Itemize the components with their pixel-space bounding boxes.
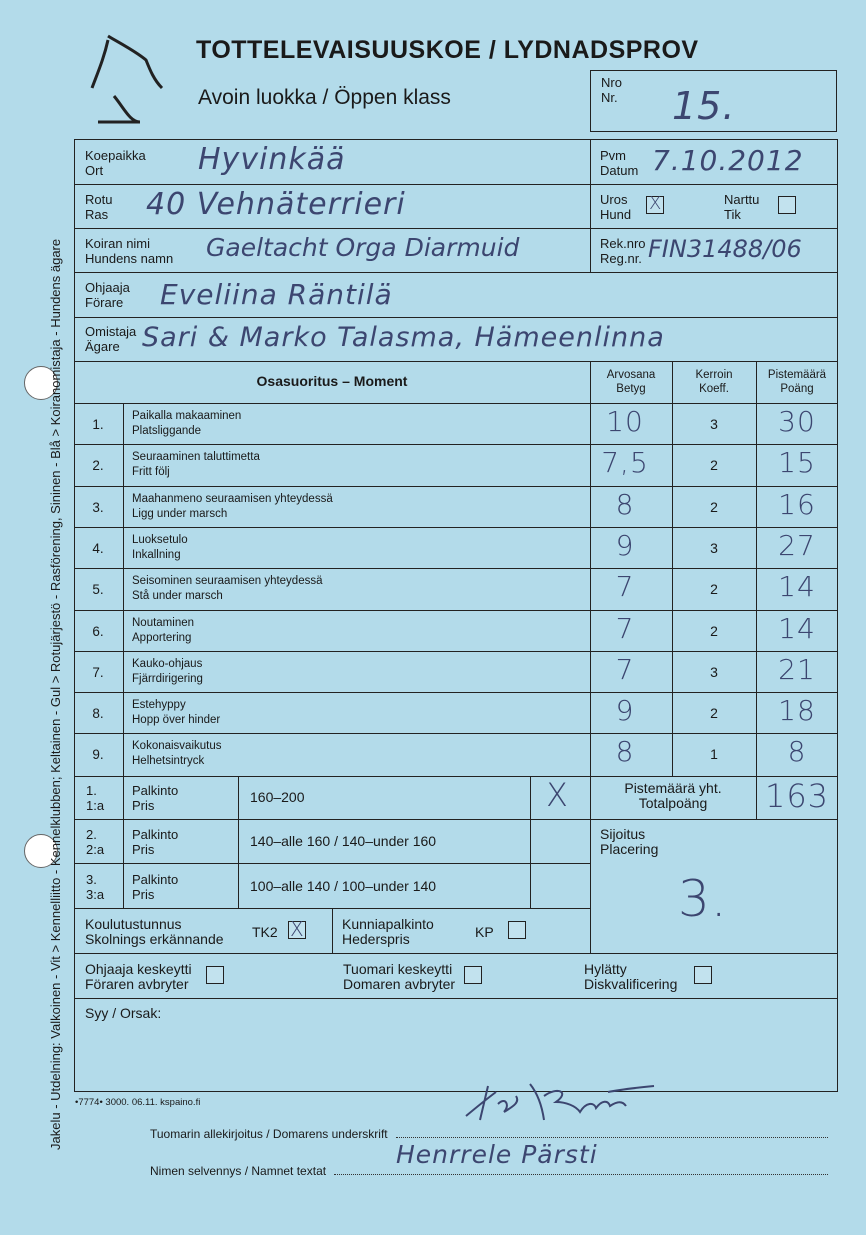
training-label: Koulutustunnus Skolnings erkännande [85, 916, 224, 947]
prize3-label: Palkinto Pris [132, 872, 179, 902]
signature-label: Tuomarin allekirjoitus / Domarens underskrift [150, 1127, 388, 1141]
prize1-mark[interactable]: X [546, 776, 569, 814]
breed-label-sv: Ras [85, 207, 109, 222]
place-label-sv: Ort [85, 163, 104, 178]
handler-value[interactable]: Eveliina Räntilä [160, 278, 393, 311]
moment-name-sv: Fritt följ [132, 466, 170, 478]
tk2-mark: X [290, 917, 305, 941]
placing-value[interactable]: 3. [678, 870, 728, 928]
owner-label-fi: Omistaja [85, 324, 137, 339]
male-check-mark: X [649, 193, 663, 214]
moment-name-fi: Noutaminen [132, 617, 195, 629]
reason-field[interactable] [76, 1024, 836, 1090]
prize3-number: 3. 3:a [86, 872, 105, 902]
coef-header-fi: Kerroin [695, 369, 733, 381]
reason-label: Syy / Orsak: [85, 1005, 162, 1021]
moment-grade[interactable]: 8 [615, 488, 635, 521]
date-label-sv: Datum [600, 163, 639, 178]
moment-name-sv: Platsliggande [132, 425, 202, 437]
moment-grade[interactable]: 9 [615, 529, 635, 562]
print-code: •7774• 3000. 06.11. kspaino.fi [75, 1097, 201, 1108]
moment-name-fi: Kokonaisvaikutus [132, 740, 222, 752]
regno-value[interactable]: FIN31488/06 [648, 235, 802, 263]
moment-points[interactable]: 14 [778, 612, 816, 645]
moment-name-sv: Ligg under marsch [132, 508, 228, 520]
nro-value[interactable]: 15. [672, 84, 736, 128]
moment-number: 8. [92, 706, 104, 721]
dogname-label-sv: Hundens namn [85, 251, 174, 266]
kp-label: KP [475, 924, 494, 940]
moment-coef: 3 [710, 416, 718, 432]
moment-points[interactable]: 15 [778, 446, 816, 479]
moment-points[interactable]: 14 [778, 570, 816, 603]
moment-name-sv: Helhetsintryck [132, 755, 205, 767]
moment-coef: 3 [710, 540, 718, 556]
moment-points[interactable]: 8 [787, 735, 807, 768]
moment-number: 2. [92, 458, 104, 473]
moment-number: 6. [92, 624, 104, 639]
prize3-range: 100–alle 140 / 100–under 140 [250, 878, 437, 894]
total-label: Pistemäärä yht. Totalpoäng [624, 780, 722, 811]
distribution-note: Jakelu - Utdelning: Valkoinen - Vit > Kennelliitto - Kennelklubben; Keltainen - Gul > Rotujärjestö - Rasförening, Sininen - Blå > Koiranomistaja - Hundens ägare [48, 238, 63, 1150]
handler-interrupt-label: Ohjaaja keskeytti Föraren avbryter [85, 961, 192, 992]
male-label-fi: Uros [600, 192, 628, 207]
moment-grade[interactable]: 7 [615, 570, 635, 603]
moment-grade[interactable]: 7 [615, 653, 635, 686]
grade-header-fi: Arvosana [606, 369, 656, 381]
moment-number: 3. [92, 500, 104, 515]
prize2-number: 2. 2:a [86, 827, 105, 857]
moment-name-fi: Estehyppy [132, 699, 186, 711]
grade-header-sv: Betyg [616, 383, 646, 395]
moment-grade[interactable]: 10 [606, 405, 644, 438]
moment-name-fi: Kauko-ohjaus [132, 658, 203, 670]
prize1-number: 1. 1:a [86, 783, 105, 813]
signature-dotted-line[interactable] [396, 1137, 828, 1138]
honor-label: Kunniapalkinto Hederspris [342, 916, 434, 947]
female-label-fi: Narttu [724, 192, 760, 207]
moment-grade[interactable]: 7 [615, 612, 635, 645]
moment-number: 9. [92, 747, 104, 762]
moment-name-sv: Stå under marsch [132, 590, 223, 602]
total-value[interactable]: 163 [764, 777, 830, 815]
name-label: Nimen selvennys / Namnet textat [150, 1164, 327, 1178]
moment-name-sv: Fjärrdirigering [132, 673, 203, 685]
logo-icon [84, 30, 174, 130]
moment-coef: 2 [710, 581, 718, 597]
moment-coef: 2 [710, 705, 718, 721]
moment-coef: 2 [710, 499, 718, 515]
moment-name-fi: Seisominen seuraamisen yhteydessä [132, 575, 323, 587]
moment-number: 4. [92, 541, 104, 556]
moment-coef: 1 [710, 746, 718, 762]
moment-grade[interactable]: 7,5 [601, 446, 649, 479]
nro-label-sv: Nr. [601, 90, 618, 105]
moment-coef: 2 [710, 457, 718, 473]
judge-name-value[interactable]: Henrrele Pärsti [396, 1140, 598, 1169]
judge-interrupt-label: Tuomari keskeytti Domaren avbryter [343, 961, 456, 992]
moment-name-sv: Hopp över hinder [132, 714, 221, 726]
kp-checkbox[interactable] [508, 921, 526, 939]
points-header-fi: Pistemäärä [767, 369, 827, 381]
owner-value[interactable]: Sari & Marko Talasma, Hämeenlinna [142, 322, 665, 353]
moment-number: 7. [92, 665, 104, 680]
form-title: TOTTELEVAISUUSKOE / LYDNADSPROV [196, 36, 699, 64]
placing-label: Sijoitus Placering [600, 826, 659, 857]
moment-name-fi: Luoksetulo [132, 534, 188, 546]
disqualified-label: Hylätty Diskvalificering [584, 961, 678, 992]
handler-label-sv: Förare [85, 295, 124, 310]
judge-interrupt-checkbox[interactable] [464, 966, 482, 984]
prize1-label: Palkinto Pris [132, 783, 179, 813]
moment-points[interactable]: 30 [778, 405, 816, 438]
name-dotted-line[interactable] [334, 1174, 828, 1175]
moment-header: Osasuoritus – Moment [256, 373, 408, 389]
moment-coef: 2 [710, 623, 718, 639]
nro-label-fi: Nro [601, 75, 622, 90]
moment-name-sv: Inkallning [132, 549, 181, 561]
coef-header-sv: Koeff. [699, 383, 729, 395]
dogname-value[interactable]: Gaeltacht Orga Diarmuid [206, 233, 520, 262]
moment-points[interactable]: 27 [778, 529, 816, 562]
place-value[interactable]: Hyvinkää [198, 142, 346, 177]
regno-label-sv: Reg.nr. [600, 251, 642, 266]
judge-signature [458, 1076, 668, 1128]
moment-name-fi: Paikalla makaaminen [132, 410, 242, 422]
prize2-range: 140–alle 160 / 140–under 160 [250, 833, 437, 849]
breed-value[interactable]: 40 Vehnäterrieri [146, 187, 406, 222]
moment-grade[interactable]: 8 [615, 735, 635, 768]
date-value[interactable]: 7.10.2012 [652, 144, 804, 177]
moment-number: 1. [92, 417, 104, 432]
disqualified-checkbox[interactable] [694, 966, 712, 984]
moment-grade[interactable]: 9 [615, 694, 635, 727]
female-label-sv: Tik [724, 207, 741, 222]
moment-coef: 3 [710, 664, 718, 680]
moment-name-fi: Maahanmeno seuraamisen yhteydessä [132, 493, 333, 505]
moment-points[interactable]: 18 [778, 694, 816, 727]
moment-points[interactable]: 21 [778, 653, 816, 686]
handler-label-fi: Ohjaaja [85, 280, 130, 295]
date-label-fi: Pvm [600, 148, 626, 163]
form-class: Avoin luokka / Öppen klass [198, 86, 451, 109]
female-checkbox[interactable] [778, 196, 796, 214]
prize1-range: 160–200 [250, 789, 305, 805]
regno-label-fi: Rek.nro [600, 236, 646, 251]
moment-name-sv: Apportering [132, 632, 192, 644]
moment-name-fi: Seuraaminen taluttimetta [132, 451, 260, 463]
male-label-sv: Hund [600, 207, 632, 222]
dogname-label-fi: Koiran nimi [85, 236, 151, 251]
points-header-sv: Poäng [780, 383, 814, 395]
place-label-fi: Koepaikka [85, 148, 146, 163]
moment-number: 5. [92, 582, 104, 597]
breed-label-fi: Rotu [85, 192, 113, 207]
owner-label-sv: Ägare [85, 339, 120, 354]
handler-interrupt-checkbox[interactable] [206, 966, 224, 984]
moment-points[interactable]: 16 [778, 488, 816, 521]
tk2-label: TK2 [252, 924, 278, 940]
prize2-label: Palkinto Pris [132, 827, 179, 857]
